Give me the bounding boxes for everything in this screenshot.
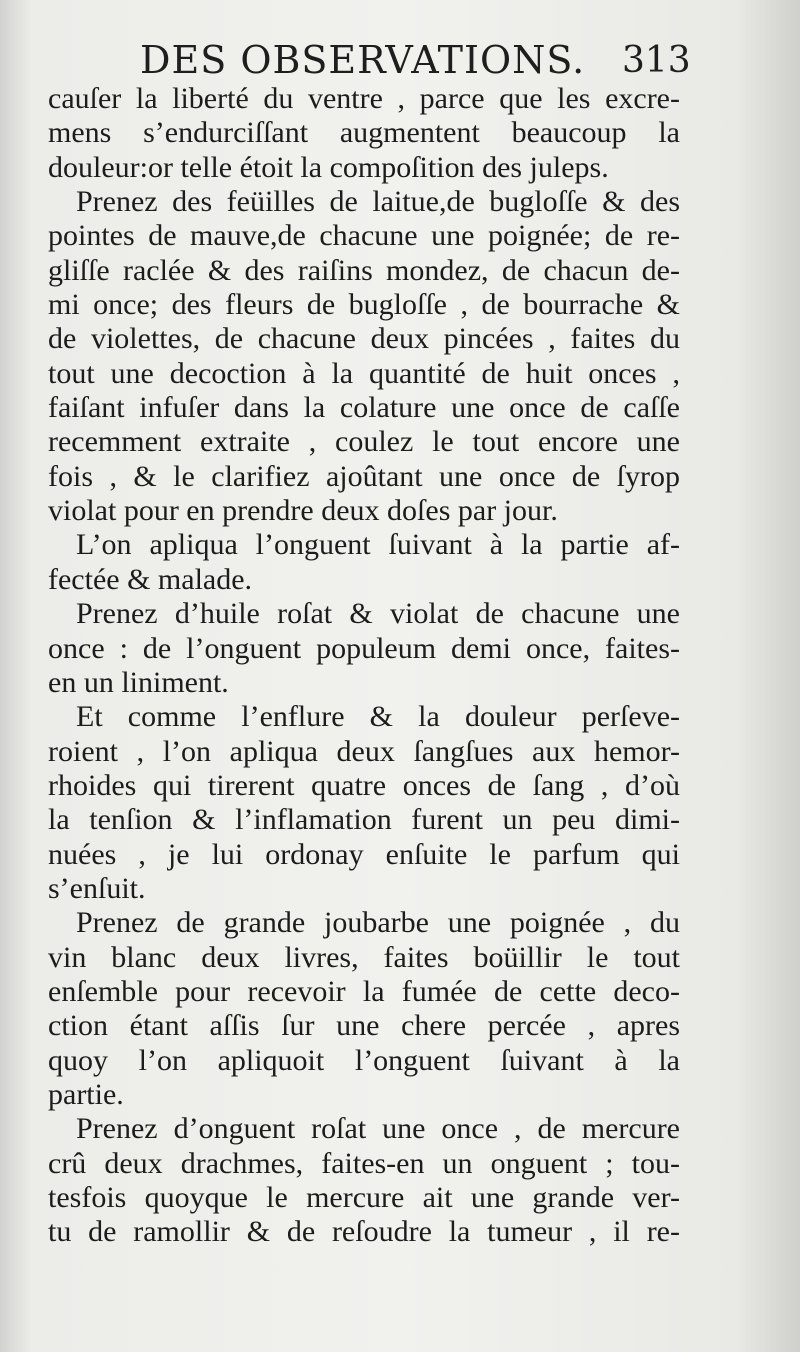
text-line: enſemble pour recevoir la fumée de cette deco- [48, 974, 680, 1008]
text-line: once : de l’onguent populeum demi once, faites- [48, 631, 680, 665]
text-line: violat pour en prendre deux doſes par jour. [48, 494, 558, 528]
text-line: Et comme l’enflure & la douleur perſeve- [76, 700, 680, 734]
text-line: crû deux drachmes, faites-en un onguent ; tou- [48, 1146, 680, 1180]
text-line: faiſant infuſer dans la colature une once de caſſe [48, 391, 680, 425]
text-line: douleur:or telle étoit la compoſition des juleps. [48, 150, 609, 184]
page-number: 313 [622, 40, 691, 81]
text-line: roient , l’on apliqua deux ſangſues aux hemor- [48, 734, 680, 768]
text-line: quoy l’on apliquoit l’onguent ſuivant à la [48, 1043, 680, 1077]
text-line: Prenez d’onguent roſat une once , de mercure [76, 1112, 680, 1146]
text-line: de violettes, de chacune deux pincées , faites du [48, 322, 680, 356]
text-line: en un liniment. [48, 665, 229, 699]
text-line: rhoides qui tirerent quatre onces de ſang , d’où [48, 768, 680, 802]
text-line: tesfois quoyque le mercure ait une grande ver- [48, 1181, 680, 1214]
body-text [48, 82, 680, 1250]
text-line: la tenſion & l’inflamation furent un peu dimi- [48, 803, 680, 837]
text-line: nuées , je lui ordonay enſuite le parfum qui [48, 837, 680, 871]
text-line: gliſſe raclée & des raiſins mondez, de chacun de- [48, 253, 680, 287]
text-line: Prenez des feüilles de laitue,de bugloſſe & des [76, 185, 680, 219]
text-line: recemment extraite , coulez le tout encore une [48, 425, 680, 459]
text-line: tu de ramollir & de reſoudre la tumeur , il re- [48, 1215, 680, 1249]
text-line: Prenez de grande joubarbe une poignée , du [76, 906, 680, 940]
text-line: fois , & le clarifiez ajoûtant une once de ſyrop [48, 459, 680, 493]
text-line: partie. [48, 1077, 124, 1111]
text-line: s’enſuit. [48, 871, 146, 905]
text-line: L’on apliqua l’onguent ſuivant à la partie af- [76, 528, 680, 562]
text-line: mi once; des fleurs de bugloſſe , de bourrache & [48, 288, 680, 322]
running-head: DES OBSERVATIONS. [140, 38, 586, 82]
text-line: tout une decoction à la quantité de huit onces , [48, 356, 680, 390]
text-line: ction étant aſſis ſur une chere percée , apres [48, 1009, 680, 1043]
text-line: vin blanc deux livres, faites boüillir le tout [48, 940, 680, 974]
text-line: Prenez d’huile roſat & violat de chacune une [76, 597, 680, 631]
text-line: mens s’endurciſſant augmentent beaucoup la [48, 116, 680, 150]
text-line: cauſer la liberté du ventre , parce que les excre- [48, 82, 680, 115]
text-line: fectée & malade. [48, 562, 253, 596]
text-line: pointes de mauve,de chacune une poignée; de re- [48, 219, 680, 253]
